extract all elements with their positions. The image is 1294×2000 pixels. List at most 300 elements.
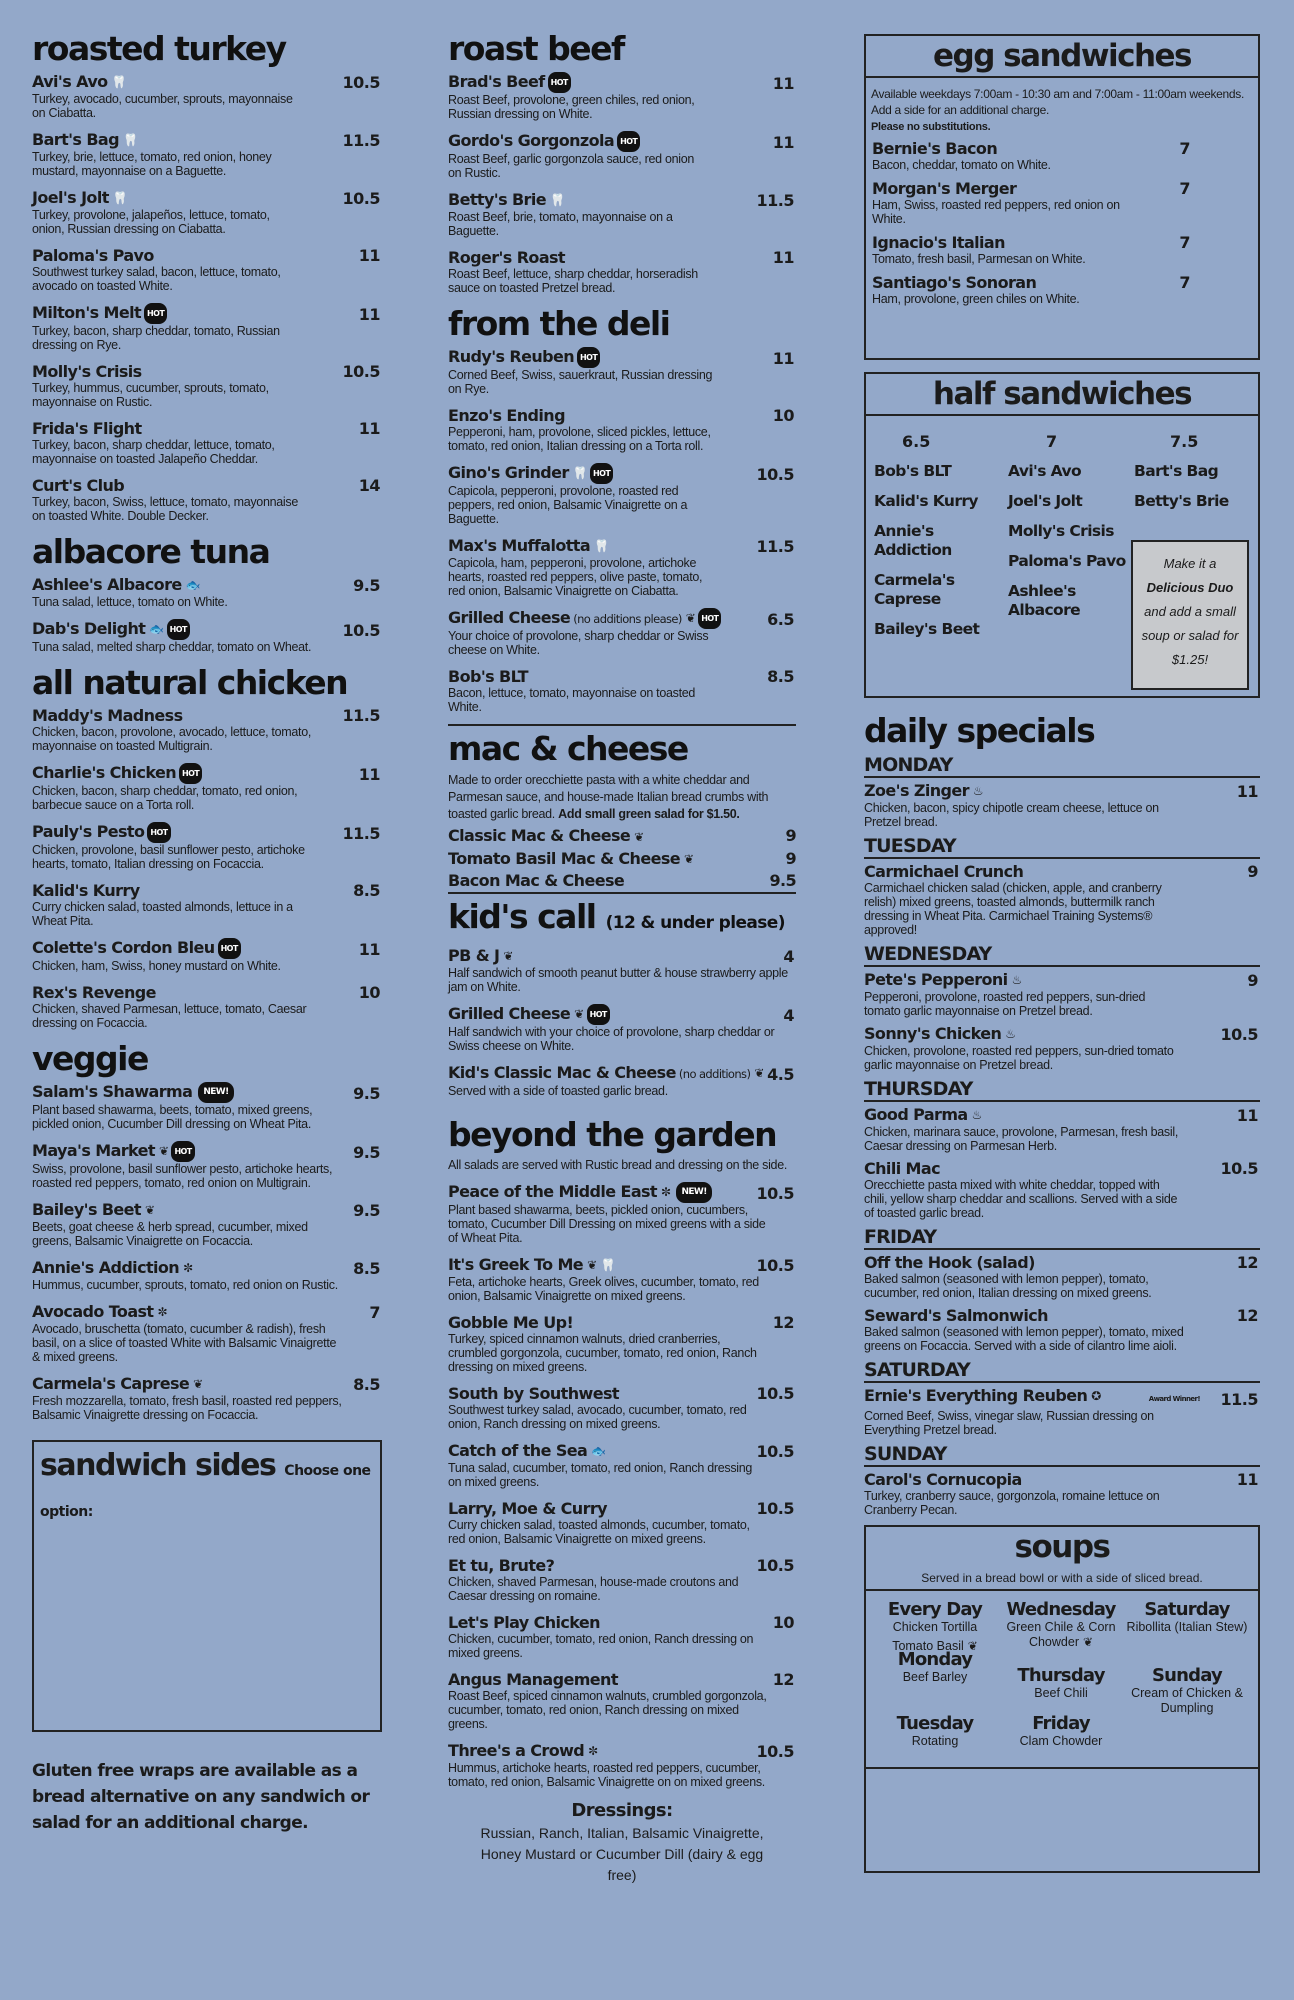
item-name-text: Angus Management xyxy=(448,1670,618,1689)
item-name xyxy=(864,1470,1022,1489)
hot-icon: HOT xyxy=(587,1004,610,1025)
hot-icon: HOT xyxy=(179,763,202,784)
day-heading: MONDAY xyxy=(864,754,1260,778)
menu-item-row xyxy=(448,1741,796,1761)
tooth-icon: 🦷 xyxy=(594,539,609,553)
hot-icon: HOT xyxy=(548,72,571,93)
vegan-icon: ✼ xyxy=(157,1305,167,1319)
item-name xyxy=(872,179,1016,198)
dressings-title: Dressings: xyxy=(571,1800,673,1821)
menu-item-row xyxy=(32,362,382,381)
item-name-text: Sonny's Chicken xyxy=(864,1024,1002,1043)
item-desc: Plant based shawarma, beets, tomato, mixed greens, pickled onion, Cucumber Dill dressing on Wheat Pita. xyxy=(32,1103,313,1131)
item-desc: Chicken, bacon, provolone, avocado, lettuce, tomato, mayonnaise on toasted Multigrain. xyxy=(32,725,312,753)
item-name-text: Enzo's Ending xyxy=(448,406,565,425)
delicious-duo-box xyxy=(1131,540,1249,690)
item-price: 11 xyxy=(1236,1106,1258,1125)
garden-title: beyond the garden xyxy=(448,1115,777,1154)
item-price: 11 xyxy=(358,419,380,438)
menu-item-row xyxy=(32,938,382,959)
item-name-text: Bart's Bag xyxy=(32,130,119,149)
item-price: 10.5 xyxy=(756,1499,794,1518)
soups-prices xyxy=(866,1767,1258,1773)
tooth-icon: 🦷 xyxy=(572,466,588,480)
menu-item xyxy=(448,72,796,121)
menu-item-row xyxy=(872,179,1192,198)
menu-item-row xyxy=(448,1063,796,1084)
menu-item-row xyxy=(32,1082,382,1103)
half-price-1: 6.5 xyxy=(902,432,931,451)
award-icon: ✪ xyxy=(1091,1389,1101,1403)
item-name-text: South by Southwest xyxy=(448,1384,619,1403)
tooth-icon: 🦷 xyxy=(112,191,128,205)
item-name-text: Grilled Cheese xyxy=(448,1004,571,1023)
item-price: 11.5 xyxy=(756,537,794,556)
menu-item xyxy=(448,1741,796,1789)
fish-icon: 🐟 xyxy=(149,622,164,636)
item-name xyxy=(448,248,565,267)
item-name xyxy=(32,188,127,208)
item-price: 8.5 xyxy=(353,1375,380,1394)
duo-line-2: Delicious Duo xyxy=(1146,580,1234,595)
menu-item-row xyxy=(864,1470,1260,1489)
leaf-icon: ❦ xyxy=(1082,1635,1094,1650)
item-name-text: Good Parma xyxy=(864,1105,968,1124)
vegan-icon: ✼ xyxy=(588,1744,598,1758)
item-desc: Baked salmon (seasoned with lemon pepper), tomato, cucumber, red onion, Italian dressing on mixed greens. xyxy=(864,1272,1152,1300)
menu-item-row xyxy=(448,536,796,556)
soup-name: Rotating xyxy=(911,1734,959,1748)
item-note: (no additions please) xyxy=(570,612,682,626)
soup-day xyxy=(870,1713,1000,1749)
menu-item xyxy=(448,667,796,714)
egg-note: Available weekdays 7:00am - 10:30 am and 7:00am - 11:00am weekends. Add a side for an additional charge. Please no substitutions. xyxy=(871,87,1245,133)
item-name-text: Zoe's Zinger xyxy=(864,781,969,800)
item-desc: Plant based shawarma, beets, pickled onion, cucumbers, tomato, Cucumber Dill Dressing on mixed greens with a side of Wheat Pita. xyxy=(448,1203,766,1245)
item-price: 11 xyxy=(1236,1470,1258,1489)
vegan-icon: ✼ xyxy=(183,1261,193,1275)
menu-item xyxy=(448,1063,796,1098)
section-veggie xyxy=(32,1040,382,1422)
soup-name: Chicken Tortilla xyxy=(892,1620,978,1634)
daily-title: daily specials xyxy=(864,711,1095,750)
item-name xyxy=(864,1024,1015,1044)
menu-item-row xyxy=(872,233,1192,252)
menu-item xyxy=(448,1313,796,1374)
egg-title: egg sandwiches xyxy=(866,36,1258,78)
item-name-text: Rex's Revenge xyxy=(32,983,156,1002)
item-desc: Corned Beef, Swiss, sauerkraut, Russian dressing on Rye. xyxy=(448,368,713,396)
menu-item-row xyxy=(32,1258,382,1278)
day-items xyxy=(864,1386,1260,1437)
item-name-text: Larry, Moe & Curry xyxy=(448,1499,608,1518)
half-item: Annie's Addiction xyxy=(874,522,952,559)
item-name-text: Ernie's Everything Reuben xyxy=(864,1386,1088,1405)
menu-item xyxy=(866,139,1258,172)
menu-item xyxy=(864,1306,1260,1353)
item-name-text: Santiago's Sonoran xyxy=(872,273,1037,292)
item-name-text: Carol's Cornucopia xyxy=(864,1470,1022,1489)
item-desc: Tuna salad, cucumber, tomato, red onion, Ranch dressing on mixed greens. xyxy=(448,1461,753,1489)
menu-item xyxy=(448,347,796,396)
item-price: 10.5 xyxy=(756,1384,794,1403)
item-desc: Southwest turkey salad, bacon, lettuce, tomato, avocado on toasted White. xyxy=(32,265,281,293)
item-name xyxy=(448,608,721,629)
menu-item xyxy=(448,131,796,180)
sandwich-sides-box xyxy=(32,1440,382,1732)
item-desc: Turkey, bacon, Swiss, lettuce, tomato, mayonnaise on toasted White. Double Decker. xyxy=(32,495,298,523)
day-items xyxy=(864,970,1260,1072)
menu-item-row xyxy=(448,1556,796,1575)
menu-item xyxy=(32,303,382,352)
menu-item-row xyxy=(448,1613,796,1632)
menu-item-row xyxy=(32,1302,382,1322)
divider xyxy=(448,724,796,726)
menu-item-row xyxy=(32,1141,382,1162)
item-desc: Ham, provolone, green chiles on White. xyxy=(872,292,1080,306)
soups-title: soups xyxy=(1014,1529,1110,1565)
leaf-icon: ❦ xyxy=(158,1144,169,1158)
item-name xyxy=(32,938,241,959)
gluten-free-note: Gluten free wraps are available as a bread alternative on any sandwich or salad for an additional charge. xyxy=(32,1761,370,1833)
menu-item-row xyxy=(448,1670,796,1689)
item-name-text: Catch of the Sea xyxy=(448,1441,588,1460)
column-right xyxy=(864,34,1260,1873)
item-name-text: Bob's BLT xyxy=(448,667,528,686)
tooth-icon: 🦷 xyxy=(600,1258,615,1272)
duo-line-1: Make it a xyxy=(1163,556,1217,571)
menu-item-row xyxy=(448,1182,796,1203)
new-badge-icon: NEW! xyxy=(676,1182,711,1203)
item-desc: Avocado, bruschetta (tomato, cucumber & radish), fresh basil, on a slice of toasted White with Balsamic Vinaigrette & mixed greens. xyxy=(32,1322,337,1364)
item-name xyxy=(32,983,156,1002)
menu-item-row xyxy=(864,970,1260,990)
soup-day-name: Every Day xyxy=(887,1599,983,1620)
menu-item xyxy=(32,476,382,523)
item-name-text: Salam's Shawarma xyxy=(32,1082,193,1101)
item-name-text: PB & J xyxy=(448,946,500,965)
menu-item-row xyxy=(864,1253,1260,1272)
menu-item xyxy=(32,1082,382,1131)
tooth-icon: 🦷 xyxy=(550,193,565,207)
pepper-icon: ♨ xyxy=(1011,973,1022,987)
item-name xyxy=(32,1302,167,1322)
item-desc: Beets, goat cheese & herb spread, cucumber, mixed greens, Balsamic Vinaigrette on Focaccia. xyxy=(32,1220,308,1248)
mac-item xyxy=(448,825,796,848)
item-price: 10.5 xyxy=(756,465,794,484)
column-middle xyxy=(448,30,796,1886)
menu-item-row xyxy=(448,131,796,152)
item-price: 10.5 xyxy=(756,1184,794,1203)
soup-day-name: Saturday xyxy=(1144,1599,1230,1620)
item-desc: Tomato, fresh basil, Parmesan on White. xyxy=(872,252,1086,266)
item-name xyxy=(448,347,600,368)
item-desc: Chicken, cucumber, tomato, red onion, Ranch dressing on mixed greens. xyxy=(448,1632,754,1660)
menu-item-row xyxy=(32,706,382,725)
item-name xyxy=(32,1200,154,1220)
item-name xyxy=(32,763,202,784)
item-name-text: Off the Hook (salad) xyxy=(864,1253,1035,1272)
item-name-text: Avocado Toast xyxy=(32,1302,154,1321)
item-name xyxy=(864,970,1022,990)
item-price: 8.5 xyxy=(353,1259,380,1278)
tooth-icon: 🦷 xyxy=(122,133,138,147)
chicken-title: all natural chicken xyxy=(32,663,348,702)
day-heading: SATURDAY xyxy=(864,1359,1260,1383)
menu-item xyxy=(448,1004,796,1053)
hot-icon: HOT xyxy=(577,347,600,368)
item-price: 10.5 xyxy=(1220,1025,1258,1044)
vegan-icon: ✼ xyxy=(660,1185,671,1199)
leaf-icon: ❦ xyxy=(684,852,694,866)
menu-item xyxy=(864,1159,1260,1220)
menu-item xyxy=(448,1255,796,1303)
menu-item xyxy=(448,190,796,238)
item-name-text: Betty's Brie xyxy=(448,190,546,209)
half-item: Bart's Bag xyxy=(1134,462,1219,480)
item-price: 10 xyxy=(358,983,380,1002)
menu-item xyxy=(448,1384,796,1431)
item-name-text: Gordo's Gorgonzola xyxy=(448,131,615,150)
soup-name: Beef Chili xyxy=(1034,1686,1088,1700)
item-price: 11.5 xyxy=(342,824,380,843)
dressings-list: Russian, Ranch, Italian, Balsamic Vinaigrette, Honey Mustard or Cucumber Dill (dairy & egg free) xyxy=(480,1825,764,1883)
day-heading: TUESDAY xyxy=(864,835,1260,859)
menu-item xyxy=(32,362,382,409)
item-price: 11 xyxy=(772,133,794,152)
menu-item xyxy=(32,938,382,973)
mac-item-name: Tomato Basil Mac & Cheese ❦ xyxy=(448,848,694,871)
item-desc: Half sandwich with your choice of provolone, sharp cheddar or Swiss cheese on White. xyxy=(448,1025,775,1053)
item-price: 10.5 xyxy=(756,1742,794,1761)
half-price-3: 7.5 xyxy=(1170,432,1199,451)
item-name-text: Ignacio's Italian xyxy=(872,233,1005,252)
menu-item-row xyxy=(32,188,382,208)
soup-day xyxy=(996,1599,1126,1650)
item-name xyxy=(32,1374,203,1394)
item-name-text: Colette's Cordon Bleu xyxy=(32,938,215,957)
soup-day-name: Monday xyxy=(897,1649,973,1670)
item-price: 7 xyxy=(1179,139,1190,158)
menu-item xyxy=(864,862,1260,937)
item-name-text: Bernie's Bacon xyxy=(872,139,998,158)
item-price: 11 xyxy=(358,305,380,324)
item-price: 6.5 xyxy=(767,610,794,629)
item-desc: Roast Beef, provolone, green chiles, red onion, Russian dressing on White. xyxy=(448,93,695,121)
award-label: Award Winner! xyxy=(1148,1395,1200,1403)
item-desc: Turkey, bacon, sharp cheddar, tomato, Russian dressing on Rye. xyxy=(32,324,280,352)
menu-item xyxy=(32,1200,382,1248)
menu-item xyxy=(448,1441,796,1489)
hot-icon: HOT xyxy=(698,608,721,629)
item-name xyxy=(448,1004,610,1025)
item-desc: Swiss, provolone, basil sunflower pesto, artichoke hearts, roasted red peppers, tomato, red onion on Multigrain. xyxy=(32,1162,333,1190)
menu-item-row xyxy=(32,1374,382,1394)
item-price: 10.5 xyxy=(342,621,380,640)
item-name xyxy=(32,419,142,438)
menu-item-row xyxy=(32,619,382,640)
item-name xyxy=(32,303,167,324)
item-name-text: Three's a Crowd xyxy=(448,1741,585,1760)
item-name-text: Morgan's Merger xyxy=(872,179,1017,198)
leaf-icon: ❦ xyxy=(754,1066,764,1080)
half-item: Ashlee's Albacore xyxy=(1008,582,1081,619)
menu-item-row xyxy=(448,190,796,210)
item-name-text: Grilled Cheese xyxy=(448,608,571,627)
menu-item xyxy=(32,419,382,466)
column-left xyxy=(32,30,382,1836)
mac-title: mac & cheese xyxy=(448,729,688,768)
item-name-text: Molly's Crisis xyxy=(32,362,142,381)
item-desc: Turkey, hummus, cucumber, sprouts, tomato, mayonnaise on Rustic. xyxy=(32,381,269,409)
item-price: 10.5 xyxy=(1220,1159,1258,1178)
item-price: 11 xyxy=(1236,782,1258,801)
item-price: 11 xyxy=(358,940,380,959)
item-name-text: It's Greek To Me xyxy=(448,1255,584,1274)
item-name xyxy=(448,1670,618,1689)
half-item: Bob's BLT xyxy=(874,462,952,480)
mac-item-name: Classic Mac & Cheese ❦ xyxy=(448,825,644,848)
menu-item xyxy=(32,1302,382,1364)
half-col-2 xyxy=(1008,462,1132,631)
item-name xyxy=(32,130,137,150)
item-desc: Corned Beef, Swiss, vinegar slaw, Russian dressing on Everything Pretzel bread. xyxy=(864,1409,1154,1437)
half-item: Betty's Brie xyxy=(1134,492,1229,510)
day-items xyxy=(864,781,1260,829)
half-item: Molly's Crisis xyxy=(1008,522,1114,540)
item-price: 11.5 xyxy=(756,191,794,210)
item-name-text: Maddy's Madness xyxy=(32,706,183,725)
item-price: 12 xyxy=(1236,1306,1258,1325)
section-roasted-turkey xyxy=(32,30,382,523)
item-price: 4 xyxy=(783,1006,794,1025)
item-desc: Ham, Swiss, roasted red peppers, red onion on White. xyxy=(872,198,1120,226)
menu-item-row xyxy=(864,1306,1260,1325)
mac-item-name: Bacon Mac & Cheese xyxy=(448,871,625,890)
menu-item-row xyxy=(32,130,382,150)
half-item: Kalid's Kurry xyxy=(874,492,978,510)
item-price: 7 xyxy=(1179,273,1190,292)
menu-item xyxy=(32,706,382,753)
item-name-text: Gino's Grinder xyxy=(448,463,569,482)
menu-item xyxy=(866,233,1258,266)
mac-item xyxy=(448,848,796,871)
day-heading: SUNDAY xyxy=(864,1443,1260,1467)
item-name-text: Avi's Avo xyxy=(32,72,108,91)
hot-icon: HOT xyxy=(147,822,170,843)
item-price: 7 xyxy=(369,1303,380,1322)
menu-item-row xyxy=(32,1200,382,1220)
section-roast-beef xyxy=(448,30,796,295)
item-price: 11 xyxy=(772,248,794,267)
menu-item-row xyxy=(448,406,796,425)
item-name-text: Ashlee's Albacore xyxy=(32,575,182,594)
item-name xyxy=(448,72,571,93)
menu-item-row xyxy=(448,1384,796,1403)
item-name-text: Maya's Market xyxy=(32,1141,155,1160)
hot-icon: HOT xyxy=(144,303,167,324)
soup-name: Ribollita (Italian Stew) xyxy=(1126,1620,1248,1634)
menu-item xyxy=(864,1386,1260,1437)
item-name xyxy=(872,233,1005,252)
item-price: 11 xyxy=(772,349,794,368)
mac-desc: Made to order orecchiette pasta with a white cheddar and Parmesan sauce, and house-made Italian bread crumbs with toasted garlic bread. Add small green salad for $1.50. xyxy=(448,773,769,821)
menu-item xyxy=(864,1470,1260,1517)
soup-day xyxy=(1122,1599,1252,1635)
leaf-icon: ❦ xyxy=(685,611,696,625)
item-name xyxy=(448,1441,606,1461)
hot-icon: HOT xyxy=(590,463,613,484)
item-name xyxy=(448,1556,554,1575)
item-name-text: Max's Muffalotta xyxy=(448,536,591,555)
menu-item xyxy=(448,946,796,994)
item-desc: Southwest turkey salad, avocado, cucumber, tomato, red onion, Ranch dressing on mixed greens. xyxy=(448,1403,747,1431)
item-name xyxy=(864,1105,982,1125)
menu-item xyxy=(32,575,382,609)
mac-item xyxy=(448,870,796,892)
soups-subtitle: Served in a bread bowl or with a side of sliced bread. xyxy=(866,1567,1258,1591)
item-name xyxy=(864,1253,1035,1272)
menu-item-row xyxy=(864,1105,1260,1125)
soup-day-name: Tuesday xyxy=(896,1713,974,1734)
item-name xyxy=(32,476,124,495)
item-name-text: Chili Mac xyxy=(864,1159,940,1178)
menu-item-row xyxy=(32,476,382,495)
item-name-text: Carmela's Caprese xyxy=(32,1374,190,1393)
day-items xyxy=(864,1253,1260,1353)
soup-day-name: Wednesday xyxy=(1006,1599,1116,1620)
item-price: 11 xyxy=(772,74,794,93)
hot-icon: HOT xyxy=(218,938,241,959)
item-name xyxy=(32,1082,234,1103)
item-price: 10 xyxy=(772,1613,794,1632)
half-item: Carmela's Caprese xyxy=(874,571,955,608)
item-desc: Chicken, bacon, spicy chipotle cream cheese, lettuce on Pretzel bread. xyxy=(864,801,1159,829)
item-price: 11.5 xyxy=(1220,1390,1258,1409)
menu-item xyxy=(448,1670,796,1731)
day-items xyxy=(864,1105,1260,1220)
menu-item xyxy=(448,1613,796,1660)
item-name xyxy=(32,1141,195,1162)
item-name xyxy=(32,822,171,843)
mac-item-price: 9 xyxy=(785,826,796,845)
item-name-text: Peace of the Middle East xyxy=(448,1182,657,1201)
leaf-icon: ❦ xyxy=(574,1007,584,1021)
menu-item-row xyxy=(448,608,796,629)
day-heading: THURSDAY xyxy=(864,1078,1260,1102)
item-name-text: Seward's Salmonwich xyxy=(864,1306,1048,1325)
item-price: 9.5 xyxy=(353,1201,380,1220)
item-desc: Capicola, ham, pepperoni, provolone, artichoke hearts, roasted red peppers, olive paste, tomato, red onion, Balsamic Vinaigrette on Ciabatta. xyxy=(448,556,703,598)
new-badge-icon: NEW! xyxy=(198,1082,233,1103)
item-desc: Turkey, spiced cinnamon walnuts, dried cranberries, crumbled gorgonzola, cucumber, tomato, red onion, Ranch dressing on mixed greens. xyxy=(448,1332,757,1374)
roast_beef-title: roast beef xyxy=(448,29,624,68)
item-name xyxy=(872,139,997,158)
hot-icon: HOT xyxy=(171,1141,194,1162)
day-items xyxy=(864,1470,1260,1517)
menu-item-row xyxy=(448,248,796,267)
daily-list xyxy=(864,754,1260,1517)
item-name xyxy=(32,706,183,725)
item-desc: Hummus, cucumber, sprouts, tomato, red onion on Rustic. xyxy=(32,1278,338,1292)
kids-title: kid's call (12 & under please) xyxy=(448,897,785,936)
half-price-2: 7 xyxy=(1046,432,1058,451)
item-price: 14 xyxy=(358,476,380,495)
soup-day xyxy=(870,1599,1000,1654)
item-desc: Turkey, brie, lettuce, tomato, red onion, honey mustard, mayonnaise on a Baguette. xyxy=(32,150,272,178)
section-deli xyxy=(448,305,796,714)
day-heading: FRIDAY xyxy=(864,1226,1260,1250)
